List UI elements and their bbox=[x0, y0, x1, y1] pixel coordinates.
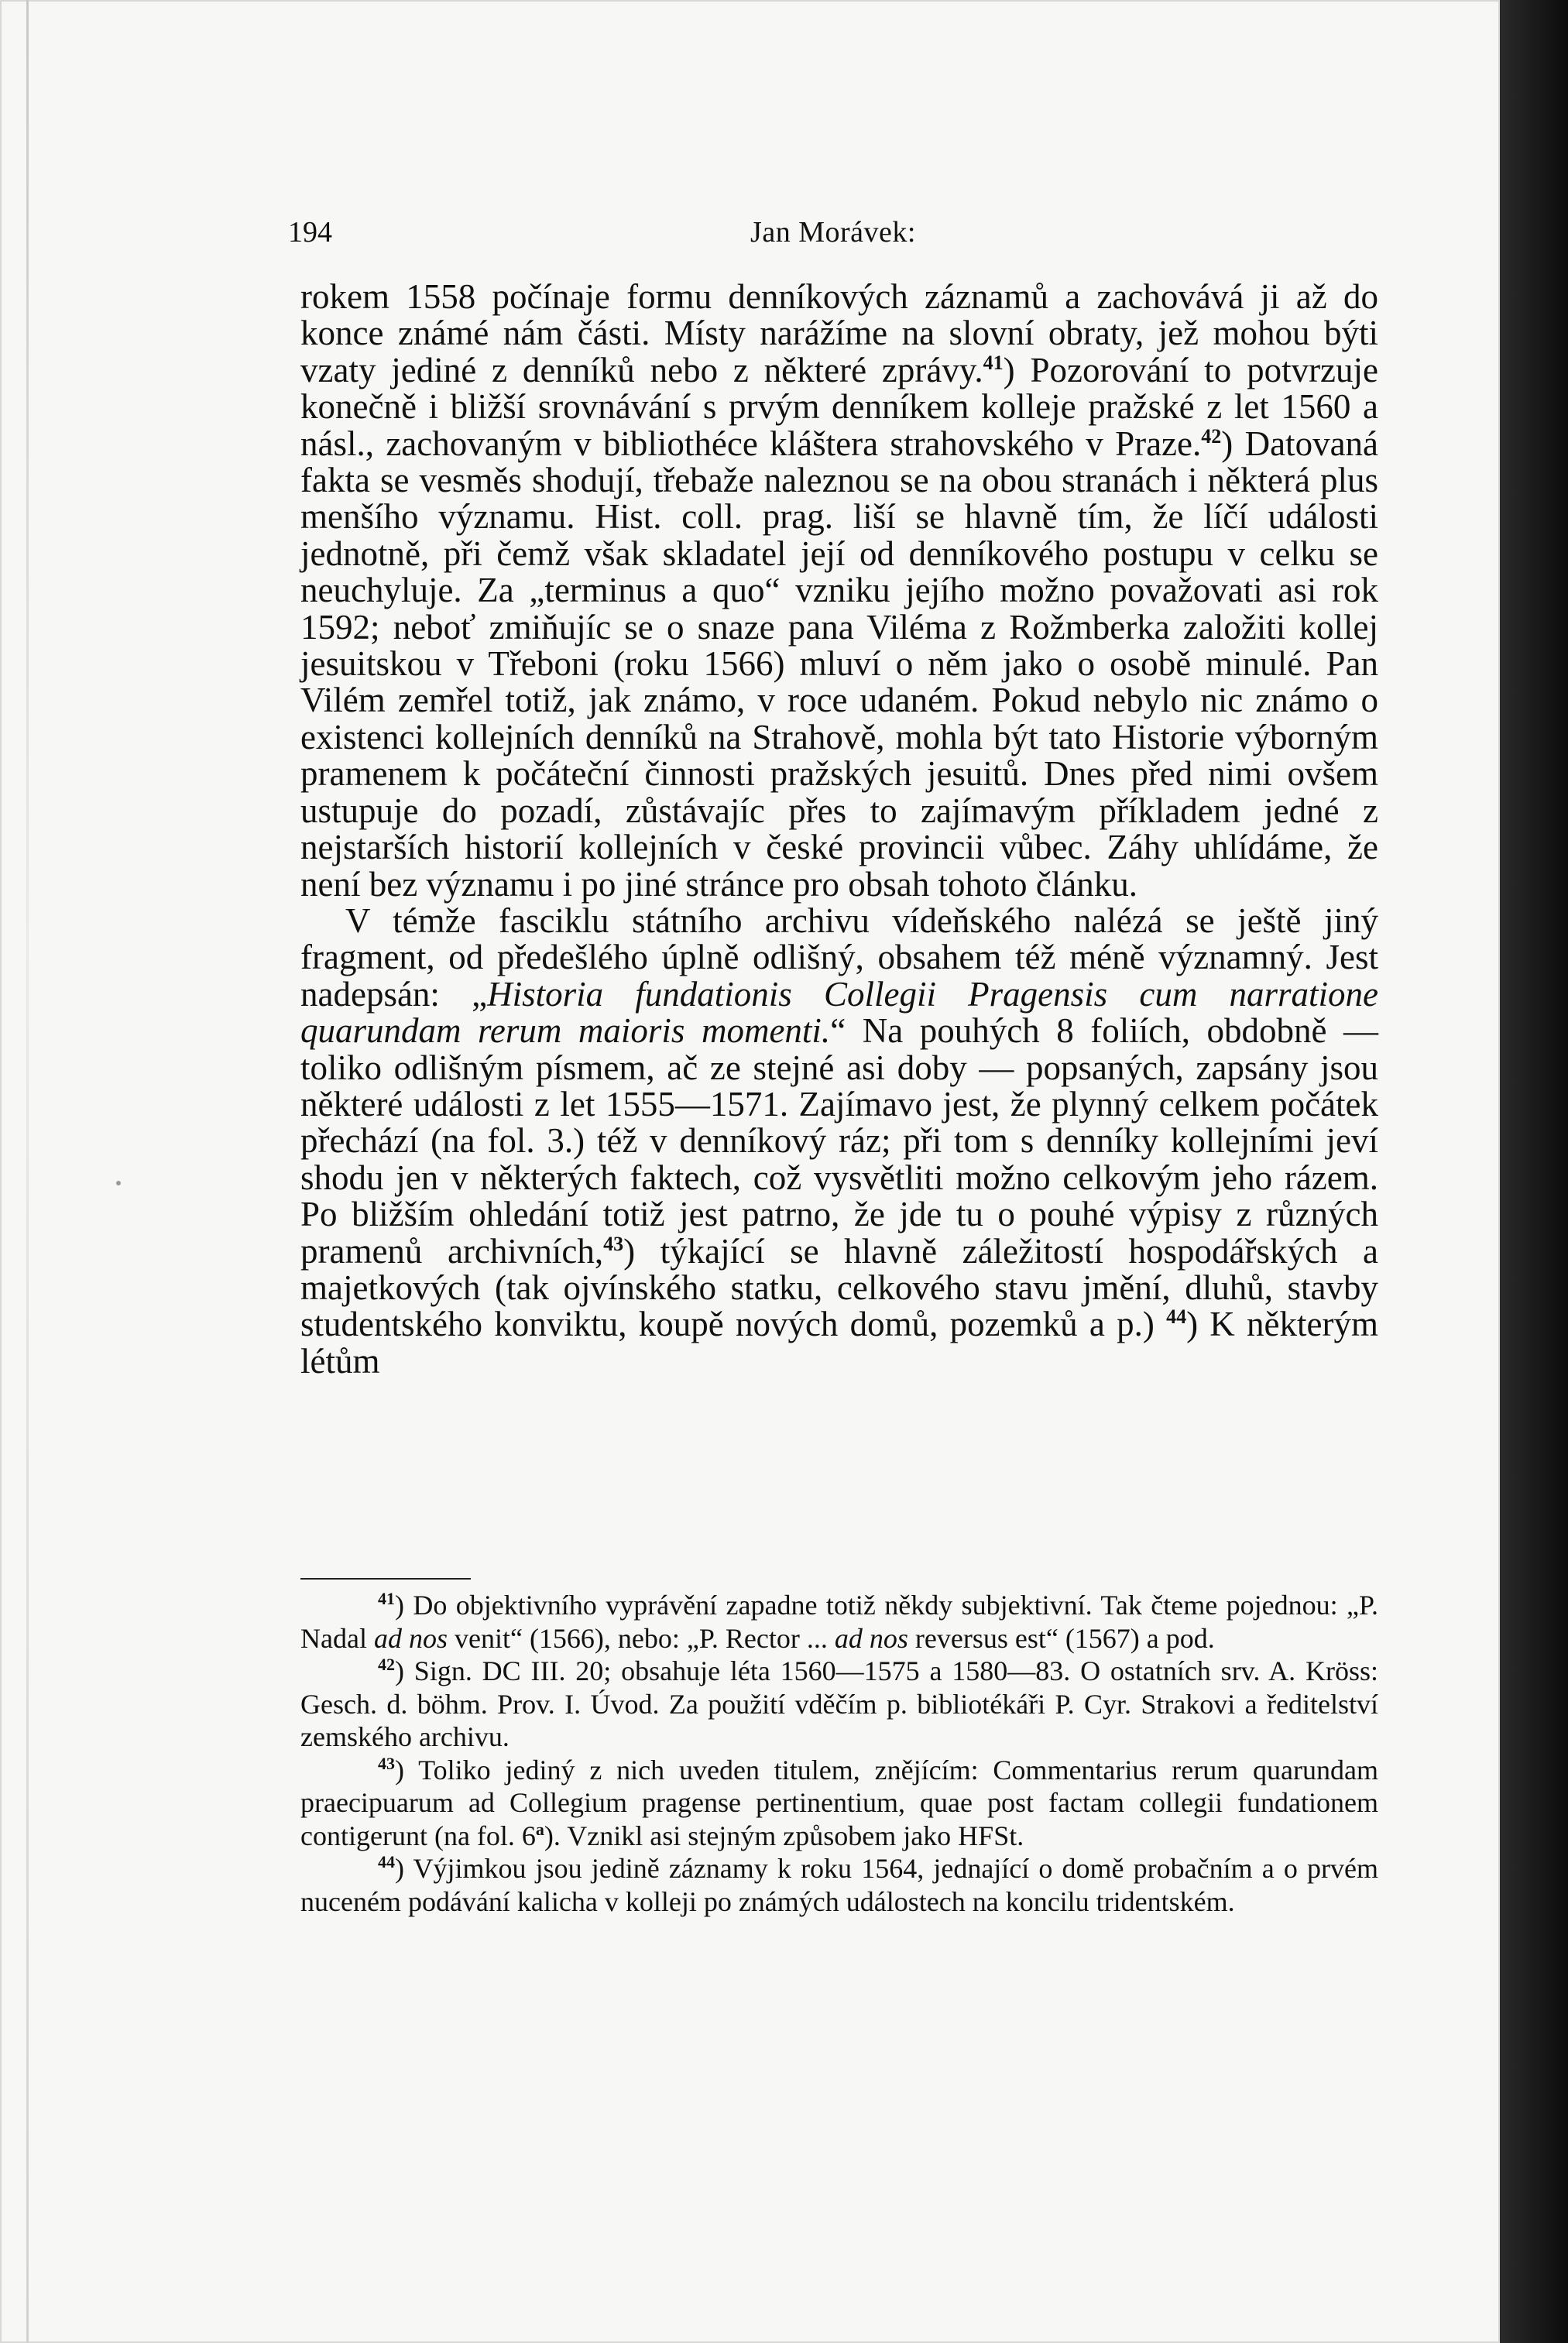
footnote-41: $^{41}$) Do objektivního vyprávění zapadne totiž někdy subjektivní. Tak čteme pojednou: „P. Nadal ad nos venit“ (1566), nebo: „P. Rector ... ad nos reversus est“ (1567) a pod. bbox=[300, 1589, 1378, 1654]
footnote-divider bbox=[300, 1578, 471, 1580]
paragraph-1: rokem 1558 počínaje formu denníkových záznamů a zachovává ji až do konce známé nám části. Místy narážíme na slovní obraty, jež mohou býti vzaty jediné z denníků nebo z některé zprávy.$^{41}$) Pozorování to potvrzuje konečně i bližší srovnávání s prvým denníkem kolleje pražské z let 1560 a násl., zachovaným v bibliothéce kláštera strahovského v Praze.$^{42}$) Datovaná fakta se vesměs shodují, třebaže naleznou se na obou stranách i některá plus menšího významu. Hist. coll. prag. liší se hlavně tím, že líčí události jednotně, při čemž však skladatel její od denníkového postupu v celku se neuchyluje. Za „terminus a quo“ vzniku jejího možno považovati asi rok 1592; neboť zmiňujíc se o snaze pana Viléma z Rožmberka založiti kollej jesuitskou v Třeboni (roku 1566) mluví o něm jako o osobě minulé. Pan Vilém zemřel totiž, jak známo, v roce udaném. Pokud nebylo nic známo o existenci kollejních denníků na Strahově, mohla být tato Historie výborným pramenem k počáteční činnosti pražských jesuitů. Dnes před nimi ovšem ustupuje do pozadí, zůstávajíc přes to zajímavým příkladem jedné z nejstarších historií kollejních v české provincii vůbec. Záhy uhlídáme, že není bez významu i po jiné stránce pro obsah tohoto článku. bbox=[300, 277, 1379, 904]
footnote-42: $^{42}$) Sign. DC III. 20; obsahuje léta 1560—1575 a 1580—83. O ostatních srv. A. Kröss: Gesch. d. böhm. Prov. I. Úvod. Za použití vděčím p. bibliotékáři P. Cyr. Strakovi a ředitelství zemského archivu. bbox=[300, 1655, 1378, 1752]
body-text bbox=[300, 279, 1378, 1380]
footnote-44: $^{44}$) Výjimkou jsou jedině záznamy k roku 1564, jednající o domě probačním a o prvém nuceném podávání kalicha v kolleji po známých událostech na koncilu tridentském. bbox=[300, 1852, 1378, 1917]
paragraph-2: V témže fasciklu státního archivu vídeňského nalézá se ještě jiný fragment, od předešlého úplně odlišný, obsahem též méně významný. Jest nadepsán: „Historia fundationis Collegii Pragensis cum narratione quarundam rerum maioris momenti.“ Na pouhých 8 foliích, obdobně — toliko odlišným písmem, ač ze stejné asi doby — popsaných, zapsány jsou některé události z let 1555—1571. Zajímavo jest, že plynný celkem počátek přechází (na fol. 3.) též v denníkový ráz; při tom s denníky kollejními jeví shodu jen v některých faktech, což vysvětliti možno celkovým jeho rázem. Po bližším ohledání totiž jest patrno, že jde tu o pouhé výpisy z různých pramenů archivních,$^{43}$) týkající se hlavně záležitostí hospodářských a majetkových (tak ojvínského statku, celkového stavu jmění, dluhů, stavby studentského konviktu, koupě nových domů, pozemků a p.) $^{44}$) K některým létům bbox=[300, 900, 1378, 1381]
page-header bbox=[288, 215, 1378, 259]
footnote-ref-44[interactable]: 44 bbox=[1166, 1305, 1187, 1329]
footnotes bbox=[300, 1589, 1378, 1918]
footnote-ref-43[interactable]: 43 bbox=[603, 1232, 624, 1255]
footnote-43: $^{43}$) Toliko jediný z nich uveden titulem, znějícím: Commentarius rerum quarundam praecipuarum ad Collegium pragense pertinentium, quae post factam collegii fundationem contigerunt (na fol. 6$^a$). Vznikl asi stejným způsobem jako HFSt. bbox=[300, 1753, 1378, 1851]
margin-speck bbox=[116, 1181, 121, 1185]
footnote-ref-41[interactable]: 41 bbox=[983, 351, 1004, 374]
binding-edge-line bbox=[26, 0, 29, 2343]
footnote-ref-42[interactable]: 42 bbox=[1201, 424, 1222, 448]
scan-border bbox=[1500, 0, 1568, 2343]
running-head: Jan Morávek: bbox=[750, 216, 916, 249]
page-number: 194 bbox=[288, 216, 332, 249]
italic-title: Historia fundationis Collegii Pragensis cum narratione quarundam rerum maioris momenti. bbox=[300, 974, 1378, 1051]
